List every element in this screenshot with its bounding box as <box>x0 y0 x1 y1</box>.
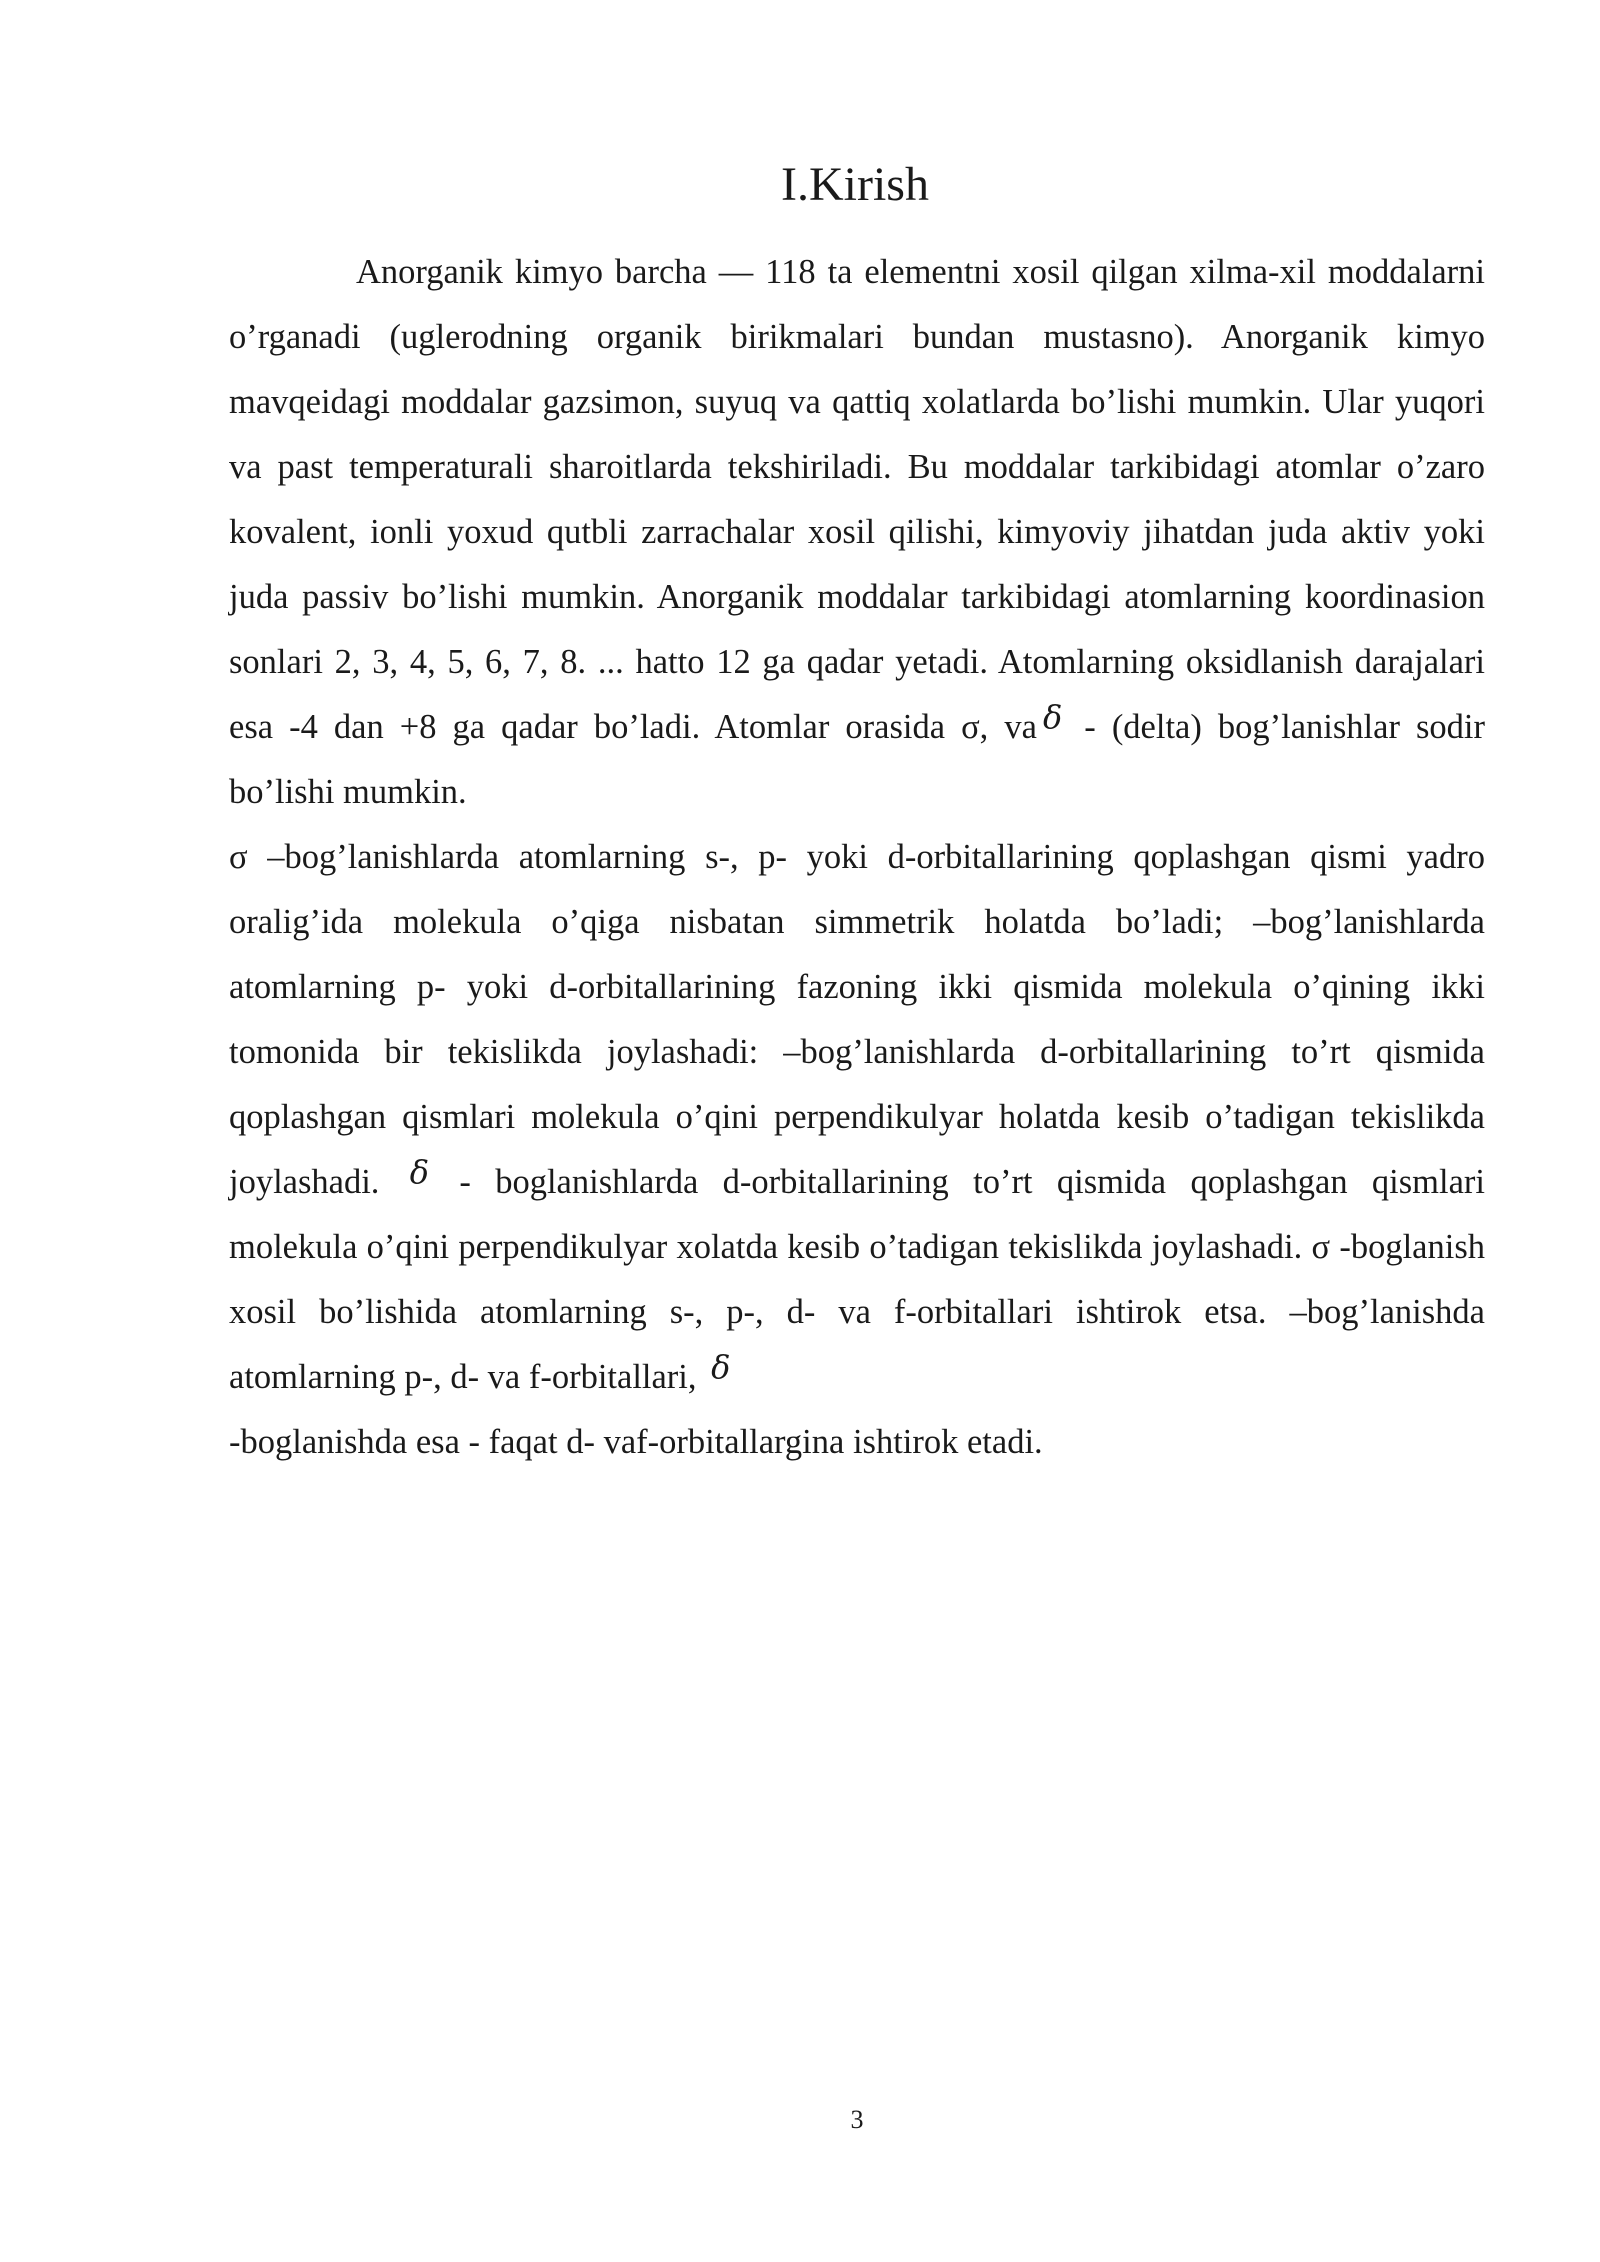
paragraph-intro <box>229 240 1485 825</box>
paragraph-intro-text-a: Anorganik kimyo barcha — 118 ta elementni xosil qilgan xilma-xil moddalarni o’rganadi (uglerodning organik birikmalari bundan mustasno). Anorganik kimyo mavqeidagi moddalar gazsimon, suyuq va qattiq xolatlarda bo’lishi mumkin. Ular yuqori va past temperaturali sharoitlarda tekshiriladi. Bu moddalar tarkibidagi atomlar o’zaro kovalent, ionli yoxud qutbli zarrachalar xosil qilishi, kimyoviy jihatdan juda aktiv yoki juda passiv bo’lishi mumkin. Anorganik moddalar tarkibidagi atomlarning koordinasion sonlari 2, 3, 4, 5, 6, 7, 8. ... hatto 12 ga qadar yetadi. Atomlarning oksidlanish darajalari esa -4 dan +8 ga qadar bo’ladi. Atomlar orasida σ, va <box>229 253 1485 746</box>
body-text <box>229 240 1485 1475</box>
paragraph-intro-text-b: - (delta) bog’lanishlar sodir bo’lishi mumkin. <box>229 708 1485 811</box>
paragraph-bonds-text-c: -boglanishda esa - faqat d- vaf-orbitallargina ishtirok etadi. <box>229 1423 1043 1461</box>
paragraph-bonds-text-a: σ –bog’lanishlarda atomlarning s-, p- yoki d-orbitallarining qoplashgan qismi yadro oralig’ida molekula o’qiga nisbatan simmetrik holatda bo’ladi; –bog’lanishlarda atomlarning p- yoki d-orbitallarining fazoning ikki qismida molekula o’qining ikki tomonida bir tekislikda joylashadi: –bog’lanishlarda d-orbitallarining to’rt qismida qoplashgan qismlari molekula o’qini perpendikulyar holatda kesib o’tadigan tekislikda joylashadi. <box>229 838 1485 1201</box>
page-number: 3 <box>850 2105 864 2134</box>
page-title: I.Kirish <box>781 158 929 211</box>
delta-symbol: δ <box>1042 698 1063 736</box>
paragraph-bonds-text-b: - boglanishlarda d-orbitallarining to’rt qismida qoplashgan qismlari molekula o’qini perpendikulyar xolatda kesib o’tadigan tekislikda joylashadi. σ -boglanish xosil bo’lishida atomlarning s-, p-, d- va f-orbitallari ishtirok etsa. –bog’lanishda atomlarning p-, d- va f-orbitallari, <box>229 1163 1485 1396</box>
delta-symbol: δ <box>409 1153 430 1191</box>
paragraph-bonds <box>229 825 1485 1475</box>
delta-symbol: δ <box>711 1348 731 1386</box>
